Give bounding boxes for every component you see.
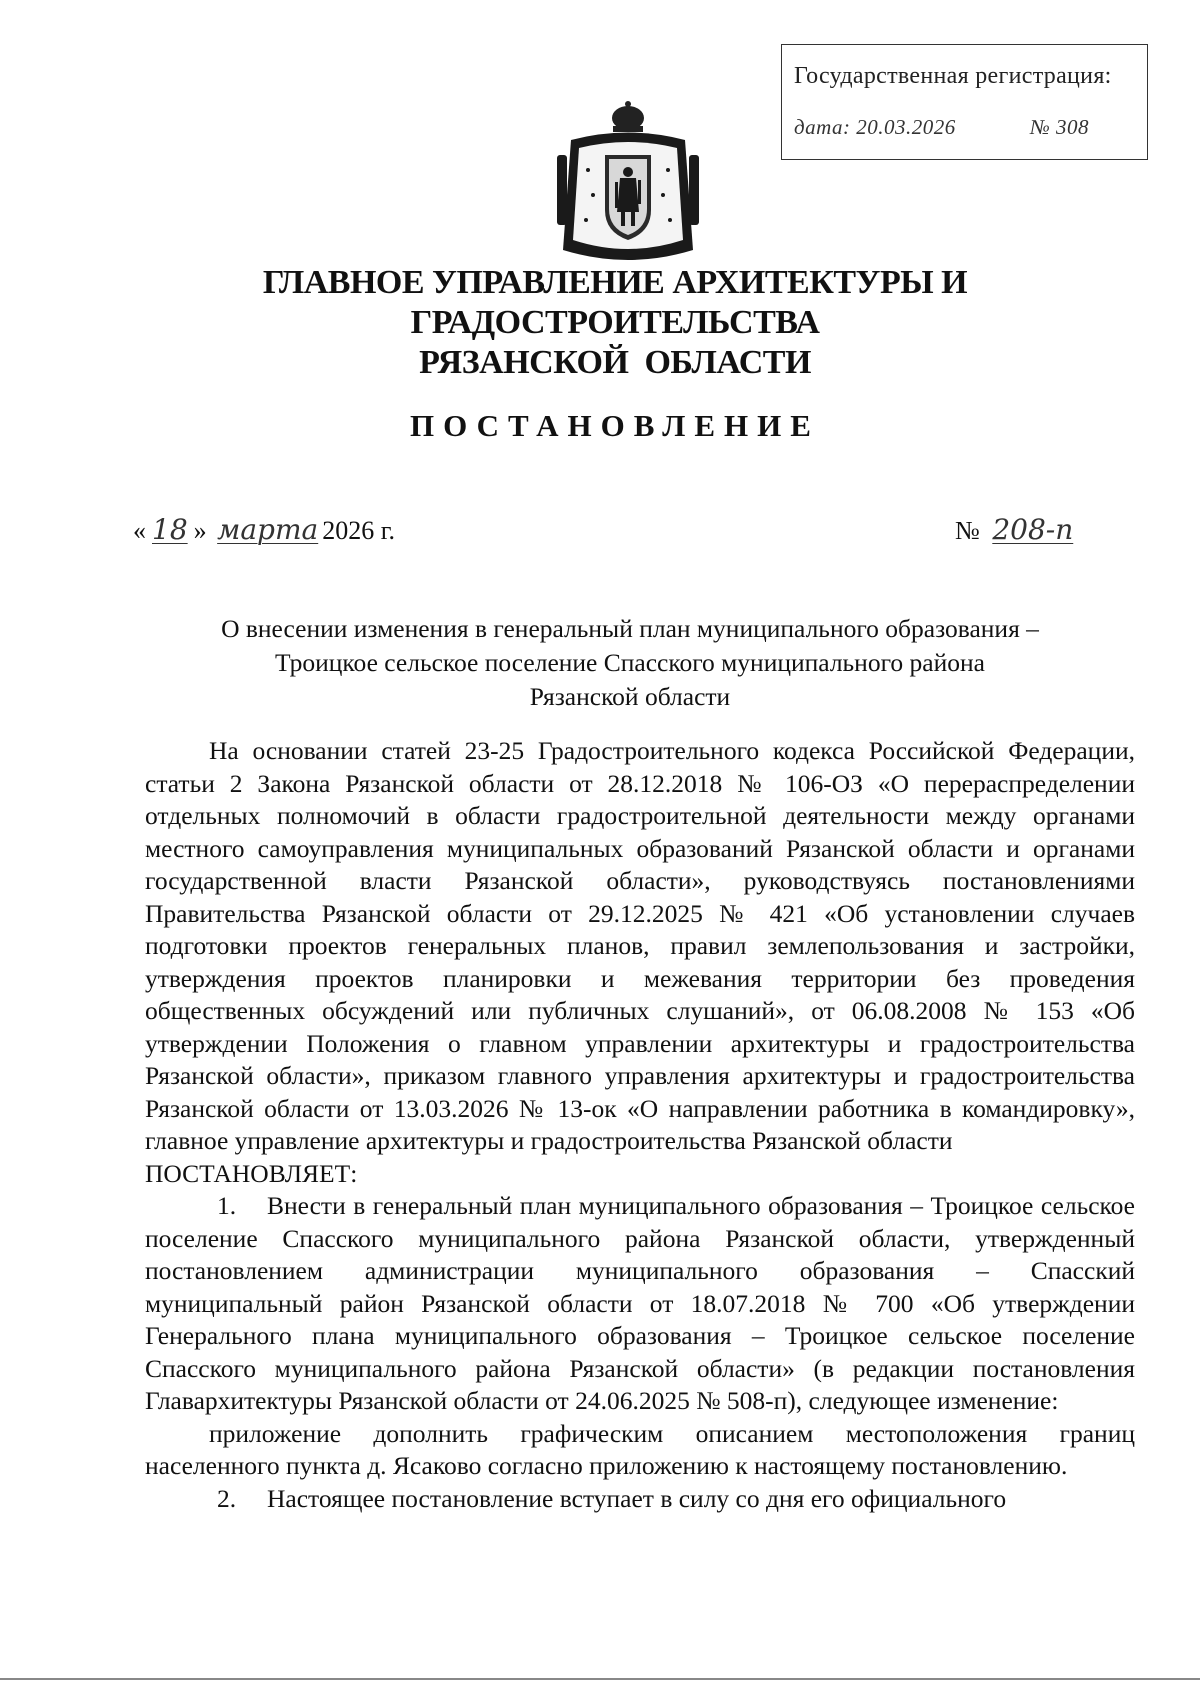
item-1-paragraph bbox=[145, 1190, 1135, 1418]
bottom-scan-line bbox=[0, 1678, 1200, 1680]
date-year: 2026 г. bbox=[322, 516, 395, 545]
date-close-quote: » bbox=[193, 516, 207, 545]
subject-line1: О внесении изменения в генеральный план муниципального образования – bbox=[221, 614, 1039, 643]
item-1-change-paragraph: приложение дополнить графическим описанием местоположения границ населенного пункта д. Ясаково согласно приложению к настоящему постановлению. bbox=[145, 1418, 1135, 1480]
subject-line3: Рязанской области bbox=[529, 682, 731, 711]
ryazan-coat-of-arms-icon bbox=[553, 100, 703, 270]
document-date bbox=[133, 513, 395, 546]
subject-line2: Троицкое сельское поселение Спасского муниципального района bbox=[275, 648, 985, 677]
date-month-handwritten: марта bbox=[217, 513, 319, 546]
document-subject bbox=[130, 612, 1130, 714]
agency-name-line2: РЯЗАНСКОЙ ОБЛАСТИ bbox=[419, 344, 811, 381]
document-number bbox=[955, 513, 1085, 546]
registration-number: № 308 bbox=[1030, 115, 1090, 139]
item-2-number: 2. bbox=[217, 1483, 237, 1513]
item-2-text: Настоящее постановление вступает в силу со дня его официального bbox=[267, 1483, 1007, 1513]
decree-word: ПОСТАНОВЛЯЕТ: bbox=[145, 1158, 358, 1188]
registration-date: дата: 20.03.2026 bbox=[794, 115, 956, 139]
preamble-paragraph: На основании статей 23-25 Градостроительного кодекса Российской Федерации, статьи 2 Закона Рязанской области от 28.12.2018 № 106-ОЗ «О перераспределении отдельных полномочий в области градостроительной деятельности между органами местного самоуправления муниципальных образований Рязанской области и органами государственной власти Рязанской области», руководствуясь постановлениями Правительства Рязанской области от 29.12.2025 № 421 «Об установлении случаев подготовки проектов генеральных планов, правил землепользования и застройки, утверждения проектов планировки и межевания территории без проведения общественных обсуждений или публичных слушаний», от 06.08.2008 № 153 «Об утверждении Положения о главном управлении архитектуры и градостроительства Рязанской области», приказом главного управления архитектуры и градостроительства Рязанской области от 13.03.2026 № 13-ок «О направлении работника в командировку», главное управление архитектуры и градостроительства Рязанской области bbox=[145, 736, 1135, 1155]
agency-name bbox=[100, 263, 1130, 383]
number-prefix: № bbox=[955, 516, 980, 545]
item-2-paragraph bbox=[145, 1483, 1135, 1516]
date-open-quote: « bbox=[133, 516, 146, 545]
date-day-handwritten: 18 bbox=[152, 513, 188, 546]
registration-details bbox=[794, 115, 1090, 140]
registration-title: Государственная регистрация: bbox=[794, 63, 1112, 89]
document-body bbox=[145, 735, 1135, 1515]
registration-stamp bbox=[781, 44, 1148, 160]
number-value-handwritten: 208-п bbox=[992, 513, 1074, 546]
document-type: ПОСТАНОВЛЕНИЕ bbox=[410, 408, 820, 443]
item-1-text: Внести в генеральный план муниципального образования – Троицкое сельское поселение Спасского муниципального района Рязанской области, утвержденный постановлением администрации муниципального образования – Спасский муниципальный район Рязанской области от 18.07.2018 № 700 «Об утверждении Генерального плана муниципального образования – Троицкое сельское поселение Спасского муниципального района Рязанской области» (в редакции постановления Главархитектуры Рязанской области от 24.06.2025 № 508-п), следующее изменение: bbox=[145, 1191, 1135, 1415]
item-1-number: 1. bbox=[217, 1191, 237, 1220]
agency-name-line1: ГЛАВНОЕ УПРАВЛЕНИЕ АРХИТЕКТУРЫ И ГРАДОСТРОИТЕЛЬСТВА bbox=[262, 264, 968, 341]
